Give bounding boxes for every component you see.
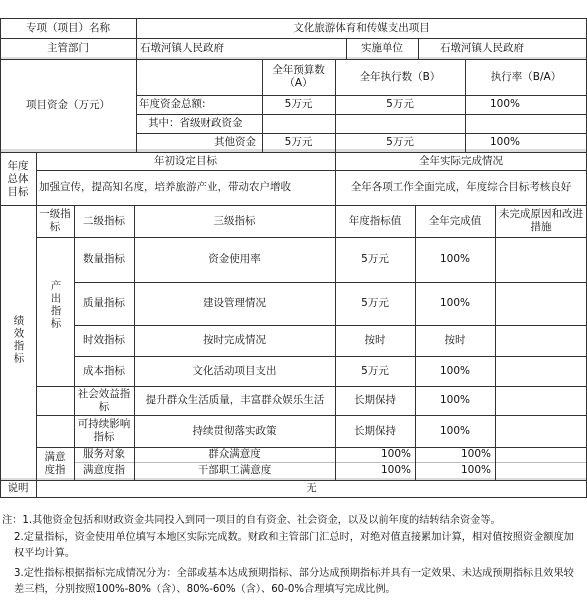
col-budget-header: 全年预算数（A）	[272, 64, 325, 89]
level2-cell: 社会效益指标	[77, 387, 131, 413]
target-cell: 按时	[364, 334, 386, 346]
level3-header: 三级指标	[213, 214, 256, 227]
level1-header: 一级指标	[39, 208, 71, 233]
funds-label: 项目资金（万元）	[26, 99, 110, 111]
target-header: 年度指标值	[348, 214, 402, 227]
level2-cell: 成本指标	[83, 364, 125, 377]
level3-cell: 提升群众生活质量，丰富群众娱乐生活	[145, 394, 325, 406]
level3-cell: 资金使用率	[208, 253, 261, 265]
level2-cell: 时效指标	[83, 334, 125, 346]
target-cell: 5万元	[361, 297, 389, 309]
done-cell: 100%	[461, 448, 492, 460]
target-cell: 5万元	[361, 364, 389, 377]
project-name-value: 文化旅游体育和传媒支出项目	[293, 21, 430, 34]
total-funds-label: 年度资金总额:	[139, 98, 206, 110]
other-exec: 5万元	[386, 136, 414, 148]
done-cell: 100%	[439, 364, 471, 377]
perf-indicator-label: 绩效指标	[12, 315, 25, 365]
done-cell: 100%	[461, 464, 492, 476]
other-rate: 100%	[489, 136, 521, 148]
level3-cell: 按时完成情况	[203, 334, 266, 346]
level2-cell: 质量指标	[83, 297, 125, 309]
level3-cell: 建设管理情况	[203, 297, 266, 309]
done-cell: 100%	[439, 394, 471, 406]
target-cell: 长期保持	[354, 424, 396, 437]
note-3: 3.定性指标根据指标完成情况分为：全部或基本达成预期指标、部分达成预期指标并具有一定效果、未达成预期指标且效果较差三档，分别按照100%-80%（含）、80%-60%（含）、60-0%合理填写完成比例。	[14, 568, 574, 595]
actual-goal-text: 全年各项工作全面完成，年度综合目标考核良好	[350, 181, 572, 193]
remark-value: 无	[306, 482, 317, 494]
target-cell: 100%	[380, 464, 411, 476]
remark-label: 说明	[7, 482, 29, 494]
target-cell: 100%	[380, 448, 411, 460]
done-cell: 100%	[439, 253, 471, 265]
done-header: 全年完成值	[428, 214, 482, 227]
level3-cell: 文化活动项目支出	[192, 364, 277, 377]
level2-cell: 满意度指	[83, 464, 125, 476]
level3-cell: 干部职工满意度	[197, 464, 272, 476]
note-1: 注：1.其他资金包括和财政资金共同投入到同一项目的自有资金、社会资金，以及以前年度的结转结余资金等。	[2, 515, 501, 526]
output-indicator-label: 产出指标	[49, 280, 62, 330]
col-exec-header: 全年执行数（B）	[359, 70, 441, 83]
impl-label: 实施单位	[361, 41, 403, 54]
set-goal-header: 年初设定目标	[154, 154, 217, 167]
level2-header: 二级指标	[83, 214, 125, 227]
done-cell: 按时	[444, 334, 466, 346]
total-budget: 5万元	[284, 98, 313, 110]
actual-goal-header: 全年实际完成情况	[419, 154, 503, 167]
level2-cell: 服务对象	[83, 448, 125, 460]
other-budget: 5万元	[284, 136, 313, 148]
other-funds-label: 其他资金	[214, 136, 256, 148]
project-name-label: 专项（项目）名称	[26, 21, 110, 34]
annual-goal-label: 年度总体目标	[7, 159, 29, 198]
target-cell: 5万元	[361, 253, 389, 265]
total-exec: 5万元	[386, 98, 414, 110]
dept-label: 主管部门	[47, 41, 89, 54]
level3-cell: 群众满意度	[208, 448, 261, 460]
reason-header: 未完成原因和改进措施	[499, 208, 583, 233]
total-rate: 100%	[489, 98, 521, 110]
done-cell: 100%	[439, 424, 471, 437]
level3-cell: 持续贯彻落实政策	[192, 424, 277, 437]
target-cell: 长期保持	[354, 394, 396, 406]
set-goal-text: 加强宣传，提高知名度，培养旅游产业，带动农户增收	[39, 181, 291, 193]
done-cell: 100%	[439, 297, 471, 309]
satisfaction-indicator-label: 满意度指	[44, 450, 66, 476]
provincial-funds-label: 其中：省级财政资金	[148, 117, 243, 129]
level2-cell: 数量指标	[83, 253, 125, 265]
col-rate-header: 执行率（B/A）	[490, 70, 562, 83]
impl-value: 石墩河镇人民政府	[440, 41, 524, 54]
level2-cell: 可持续影响指标	[77, 418, 131, 443]
dept-value: 石墩河镇人民政府	[140, 41, 224, 54]
note-2: 2.定量指标，资金使用单位填写本地区实际完成数。财政和主管部门汇总时，对绝对值直接累加计算，相对值按照资金额度加权平均计算。	[14, 532, 574, 559]
